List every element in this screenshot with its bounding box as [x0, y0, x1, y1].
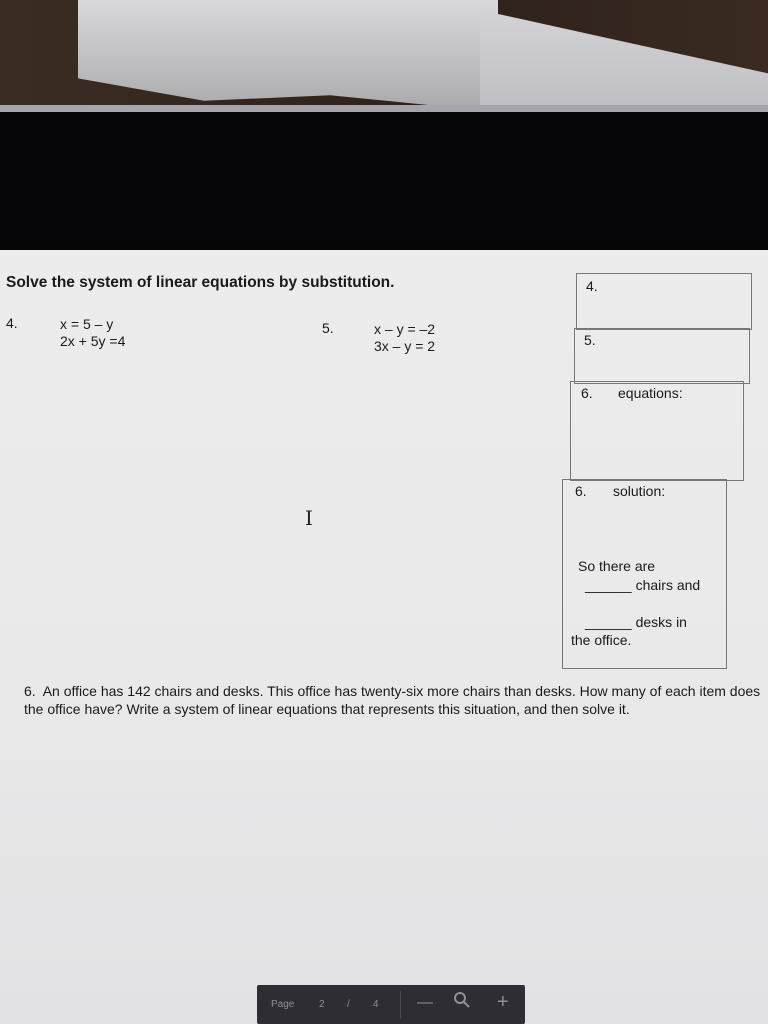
problem-6 — [24, 682, 764, 718]
total-pages: 4 — [373, 999, 379, 1010]
current-page-input[interactable]: 2 — [319, 999, 325, 1010]
solution-line-1: So there are — [578, 558, 656, 574]
answer-box-4-label: 4. — [586, 278, 598, 294]
answer-box-4[interactable] — [576, 273, 752, 330]
text-cursor-icon: I — [305, 506, 313, 530]
zoom-button[interactable] — [453, 991, 471, 1014]
problem-5-equations — [374, 321, 435, 355]
worksheet-page — [0, 250, 768, 1024]
problem-5-number: 5. — [322, 320, 334, 336]
desk-background — [0, 0, 768, 120]
answer-box-6-solution[interactable] — [562, 479, 727, 669]
answer-box-6-equations-label: equations: — [618, 385, 683, 401]
answer-box-6-solution-number: 6. — [575, 483, 587, 499]
problem-4-eq1: x = 5 – y — [60, 316, 114, 332]
problem-5-eq1: x – y = –2 — [374, 321, 436, 337]
zoom-out-button[interactable]: — — [417, 994, 433, 1011]
problem-4-eq2: 2x + 5y =4 — [60, 333, 126, 349]
answer-box-6-equations[interactable] — [570, 381, 744, 481]
problem-6-number: 6. — [24, 683, 36, 699]
monitor-bezel — [0, 112, 768, 252]
worksheet-heading: Solve the system of linear equations by substitution. — [6, 274, 395, 291]
magnifier-icon — [453, 991, 471, 1009]
answer-box-6-solution-label: solution: — [613, 483, 666, 499]
zoom-in-button[interactable]: + — [497, 991, 509, 1013]
answer-box-5-label: 5. — [584, 332, 596, 348]
page-separator: / — [347, 999, 350, 1010]
solution-line-3: ______ desks in — [585, 614, 687, 630]
problem-4-number: 4. — [6, 315, 18, 331]
toolbar-divider — [400, 991, 401, 1019]
problem-6-text: An office has 142 chairs and desks. This office has twenty-six more chairs than desks. How many of each item does the office have? Write a system of linear equations that represents this situation, and then solve it. — [24, 683, 761, 717]
problem-4-equations — [60, 316, 125, 350]
pdf-viewer-toolbar — [257, 985, 525, 1024]
problem-5-eq2: 3x – y = 2 — [374, 338, 436, 354]
page-label: Page — [271, 999, 295, 1010]
answer-box-6-equations-number: 6. — [581, 385, 593, 401]
solution-line-4: the office. — [571, 632, 632, 648]
answer-box-5[interactable] — [574, 328, 750, 384]
solution-line-2: ______ chairs and — [585, 577, 701, 593]
